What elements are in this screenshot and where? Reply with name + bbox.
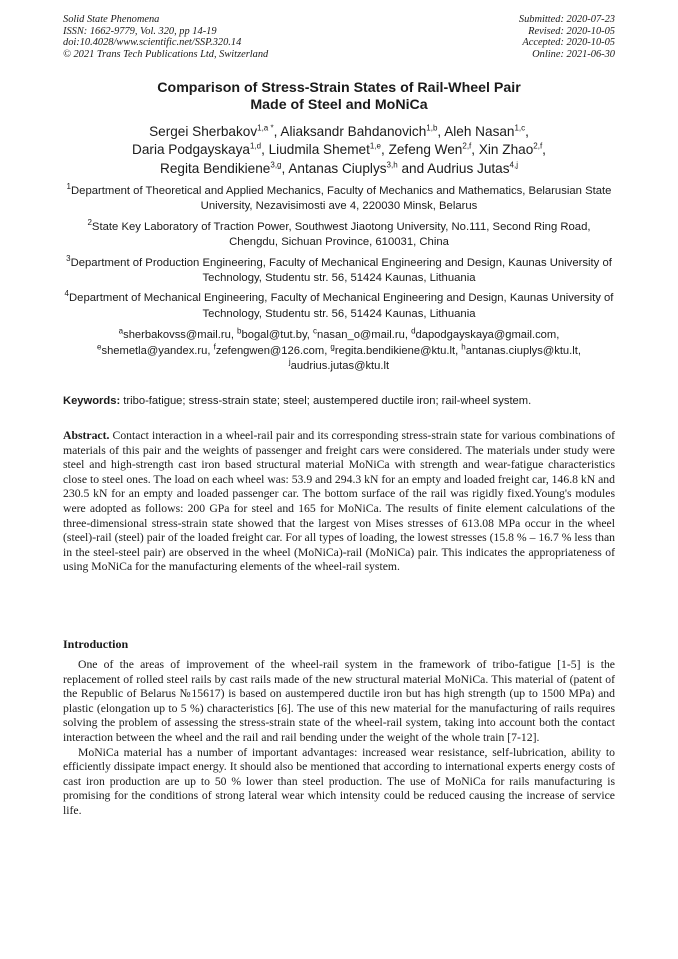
submitted-date: Submitted: 2020-07-23: [518, 14, 615, 25]
author: Liudmila Shemet$^{1,e}$,: [268, 141, 389, 158]
author: Sergei Sherbakov$^{1,a *}$,: [149, 123, 281, 139]
journal-info: [63, 14, 268, 60]
email[interactable]: $^d$dapodgayskaya@gmail.com,: [411, 326, 560, 341]
author: Antanas Ciuplys$^{3,h}$ and: [288, 160, 428, 176]
abstract: [63, 429, 615, 575]
online-date: Online: 2021-06-30: [532, 48, 615, 60]
affiliation: $^4$Department of Mechanical Engineering, Faculty of Mechanical Engineering and Design, Kaunas University of Technology, Studentu str. 56, 51424 Kaunas, Lithuania: [64, 289, 614, 320]
email[interactable]: $^j$audrius.jutas@ktu.lt: [288, 357, 390, 373]
submission-dates: [519, 14, 615, 60]
author: Aleh Nasan$^{1,c}$,: [444, 123, 529, 139]
keywords: [63, 394, 615, 408]
affiliation: $^3$Department of Production Engineering, Faculty of Mechanical Engineering and Design, Kaunas University of Technology, Studentu str. 56, 51424 Kaunas, Lithuania: [66, 253, 612, 285]
paragraph: One of the areas of improvement of the wheel-rail system in the framework of tribo-fatigue [1-5] is the replacement of rolled steel rails by cast rails made of the new structural material MoNiCa. This material of (patent of the Republic of Belarus №15617) is based on austempered ductile iron but has high strength (up to 1500 MPa) and plastic (elongation up to 5 %) characteristics [6]. The use of this new material for the manufacturing of rails requires solving the problem of assessing the stress-strain state of the wheel-rail system, taking into account both the contact interaction between the wheel and the rail and rail bending under the weight of the whole train [7-12].: [63, 658, 615, 744]
abstract-text: Contact interaction in a wheel-rail pair and its corresponding stress-strain state for various combinations of materials of this pair and the weights of passenger and freight cars were considered. The materials under study were steel and high-strength cast iron based structural material MoNiCa with strength and wear-fatigue characteristics close to steel ones. The load on each wheel was: 53.9 and 294.3 kN for an empty and loaded freight car, 146.8 kN and 230.5 kN for an empty and loaded passenger car. The bottom surface of the rail was rigidly fixed.Young's modules were adopted as follows: 200 GPa for steel and 165 for MoNiCa. The results of finite element calculations of the three-dimensional stress-strain state showed that the largest von Mises stresses of 613.08 MPa occur in the wheel (steel)-rail (steel) pair of the loaded freight car. For all types of loading, the lowest stresses (15.8 % – 16.7 % less than in the steel-steel pair) are observed in the wheel (MoNiCa)-rail (MoNiCa) pair. This indicates the appropriateness of using MoNiCa for the manufacturing elements of the wheel-rail system.: [63, 429, 615, 574]
introduction-body: [63, 658, 615, 819]
author: Daria Podgayskaya$^{1,d}$,: [132, 141, 269, 158]
paper-title: [63, 80, 615, 114]
author: Xin Zhao$^{2,f}$,: [478, 141, 546, 158]
affiliation-list: [63, 184, 615, 327]
title-line-2: Made of Steel and MoNiCa: [250, 97, 428, 113]
paragraph: MoNiCa material has a number of important advantages: increased wear resistance, self-lubrication, ability to efficiently dissipate impact energy. It should also be mentioned that according to international experts energy costs of cast iron production are up to 50 % lower than steel production. The use of MoNiCa for rails manufacturing is promising for the conditions of strong lateral wear which intensity could be reduced causing the increase of service life.: [63, 745, 615, 817]
email[interactable]: $^b$bogal@tut.by,: [237, 326, 313, 341]
affiliation: $^2$State Key Laboratory of Traction Power, Southwest Jiaotong University, No.111, Second Ring Road, Chengdu, Sichuan Province, 610031, China: [87, 218, 591, 249]
journal-copyright: © 2021 Trans Tech Publications Ltd, Switzerland: [63, 48, 269, 60]
email[interactable]: $^h$antanas.ciuplys@ktu.lt,: [461, 341, 581, 357]
email[interactable]: $^a$sherbakovss@mail.ru,: [118, 326, 238, 341]
author-list: [63, 123, 615, 178]
email[interactable]: $^g$regita.bendikiene@ktu.lt,: [330, 341, 462, 357]
revised-date: Revised: 2020-10-05: [528, 25, 615, 37]
accepted-date: Accepted: 2020-10-05: [522, 37, 615, 49]
email[interactable]: $^f$zefengwen@126.com,: [213, 341, 331, 357]
author: Zefeng Wen$^{2,f}$,: [388, 141, 479, 158]
section-heading: Introduction: [63, 637, 129, 651]
keywords-text: tribo-fatigue; stress-strain state; steel; austempered ductile iron; rail-wheel system.: [120, 395, 532, 407]
email[interactable]: $^e$shemetla@yandex.ru,: [97, 341, 214, 357]
author: Aliaksandr Bahdanovich$^{1,b}$,: [280, 123, 445, 139]
abstract-label: Abstract.: [63, 429, 110, 442]
journal-issn: ISSN: 1662-9779, Vol. 320, pp 14-19: [63, 25, 217, 37]
email-list: [63, 328, 615, 375]
author: Regita Bendikiene$^{3,g}$,: [160, 160, 289, 176]
author: Audrius Jutas$^{4,j}$: [427, 160, 518, 176]
affiliation: $^1$Department of Theoretical and Applied Mechanics, Faculty of Mechanics and Mathematics, Belarusian State University, Nezavisimosti ave 4, 220030 Minsk, Belarus: [66, 182, 612, 213]
journal-doi: doi:10.4028/www.scientific.net/SSP.320.14: [63, 37, 242, 49]
title-line-1: Comparison of Stress-Strain States of Rail-Wheel Pair: [157, 80, 521, 96]
email[interactable]: $^c$nasan_o@mail.ru,: [312, 326, 412, 341]
keywords-label: Keywords:: [63, 395, 121, 407]
journal-name: Solid State Phenomena: [63, 14, 160, 25]
